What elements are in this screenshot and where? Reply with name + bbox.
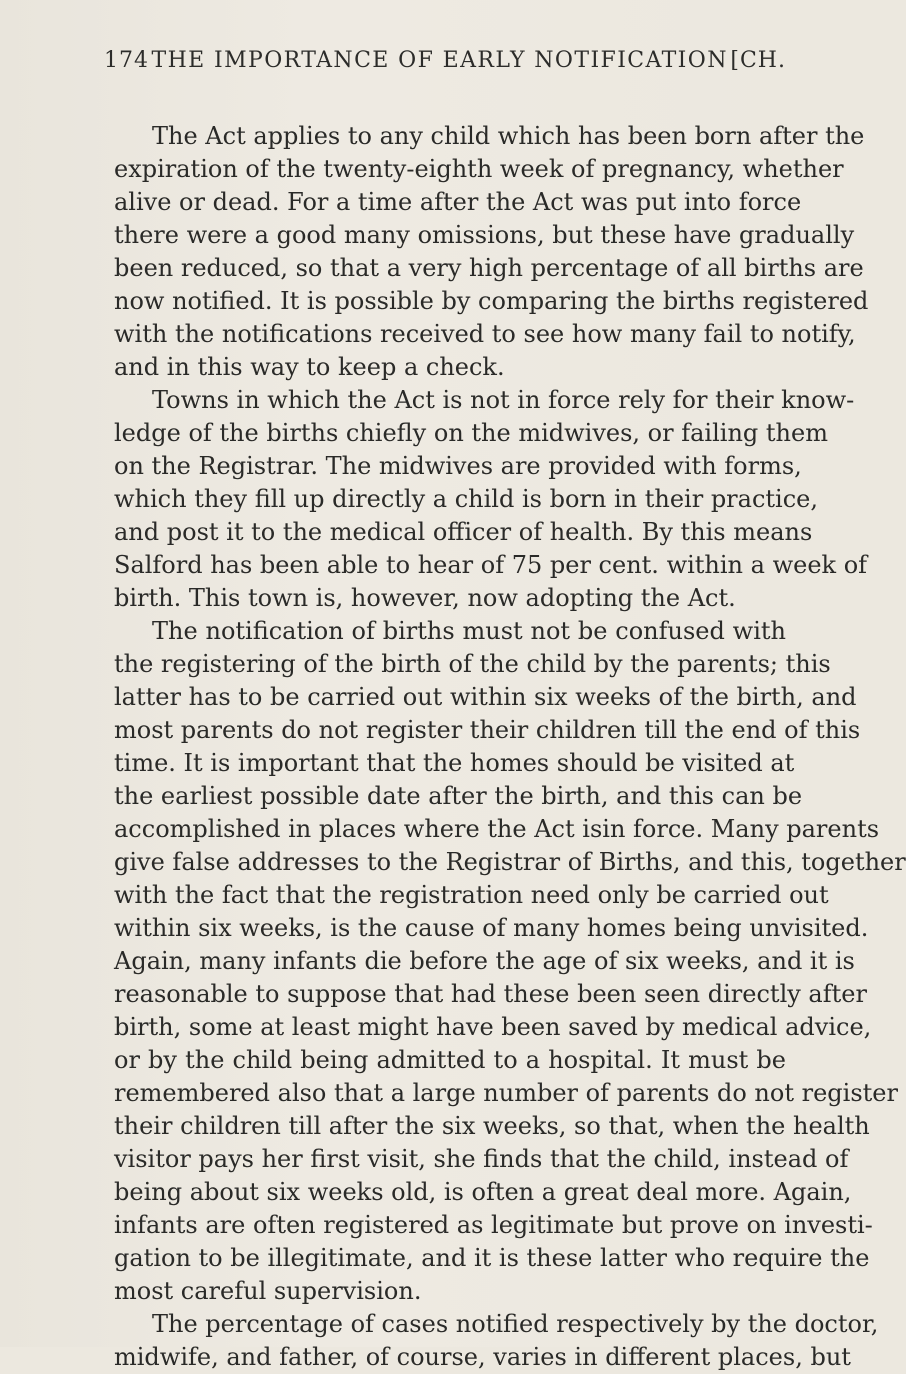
text-line: within six weeks, is the cause of many homes being unvisited. — [114, 914, 869, 942]
text-line: latter has to be carried out within six weeks of the birth, and — [114, 683, 857, 711]
running-title: THE IMPORTANCE OF EARLY NOTIFICATION — [151, 48, 728, 73]
page-header — [104, 48, 786, 84]
text-line: birth, some at least might have been saved by medical advice, — [114, 1013, 872, 1041]
text-line: most parents do not register their children till the end of this — [114, 716, 861, 744]
text-line: ledge of the births chiefly on the midwives, or failing them — [114, 419, 828, 447]
text-line: Again, many infants die before the age of six weeks, and it is — [114, 947, 855, 975]
text-line: which they fill up directly a child is born in their practice, — [114, 485, 818, 513]
text-line: birth. This town is, however, now adopting the Act. — [114, 584, 736, 612]
text-line: their children till after the six weeks, so that, when the health — [114, 1112, 870, 1140]
text-line: infants are often registered as legitimate but prove on investi- — [114, 1211, 873, 1239]
text-line: Salford has been able to hear of 75 per cent. within a week of — [114, 551, 868, 579]
text-line: The notification of births must not be confused with — [152, 617, 786, 645]
text-line: most careful supervision. — [114, 1277, 422, 1305]
text-line: visitor pays her first visit, she finds that the child, instead of — [114, 1145, 849, 1173]
text-line: gation to be illegitimate, and it is these latter who require the — [114, 1244, 870, 1272]
text-line: Towns in which the Act is not in force rely for their know- — [152, 386, 855, 414]
text-line: the registering of the birth of the child by the parents; this — [114, 650, 831, 678]
text-line: now notified. It is possible by comparing the births registered — [114, 287, 869, 315]
text-line: The Act applies to any child which has been born after the — [152, 122, 865, 150]
text-line: alive or dead. For a time after the Act was put into force — [114, 188, 802, 216]
chapter-marker: [CH. — [730, 48, 786, 73]
text-line: the earliest possible date after the birth, and this can be — [114, 782, 803, 810]
text-line: being about six weeks old, is often a great deal more. Again, — [114, 1178, 852, 1206]
text-line: expiration of the twenty-eighth week of pregnancy, whether — [114, 155, 844, 183]
text-line: time. It is important that the homes should be visited at — [114, 749, 795, 777]
text-line: The percentage of cases notified respectively by the doctor, — [152, 1310, 879, 1338]
text-line: accomplished in places where the Act isin force. Many parents — [114, 815, 880, 843]
page-number: 174 — [104, 48, 149, 73]
text-line: reasonable to suppose that had these been seen directly after — [114, 980, 867, 1008]
text-line: been reduced, so that a very high percentage of all births are — [114, 254, 864, 282]
text-line: and in this way to keep a check. — [114, 353, 505, 381]
text-line: on the Registrar. The midwives are provided with forms, — [114, 452, 802, 480]
text-line: remembered also that a large number of parents do not register — [114, 1079, 898, 1107]
text-line: with the fact that the registration need only be carried out — [114, 881, 829, 909]
text-line: and post it to the medical officer of health. By this means — [114, 518, 813, 546]
text-line: or by the child being admitted to a hospital. It must be — [114, 1046, 786, 1074]
text-line: with the notifications received to see how many fail to notify, — [114, 320, 856, 348]
text-line: there were a good many omissions, but these have gradually — [114, 221, 855, 249]
text-line: midwife, and father, of course, varies in different places, but — [114, 1343, 851, 1371]
text-line: give false addresses to the Registrar of Births, and this, together — [114, 848, 906, 876]
